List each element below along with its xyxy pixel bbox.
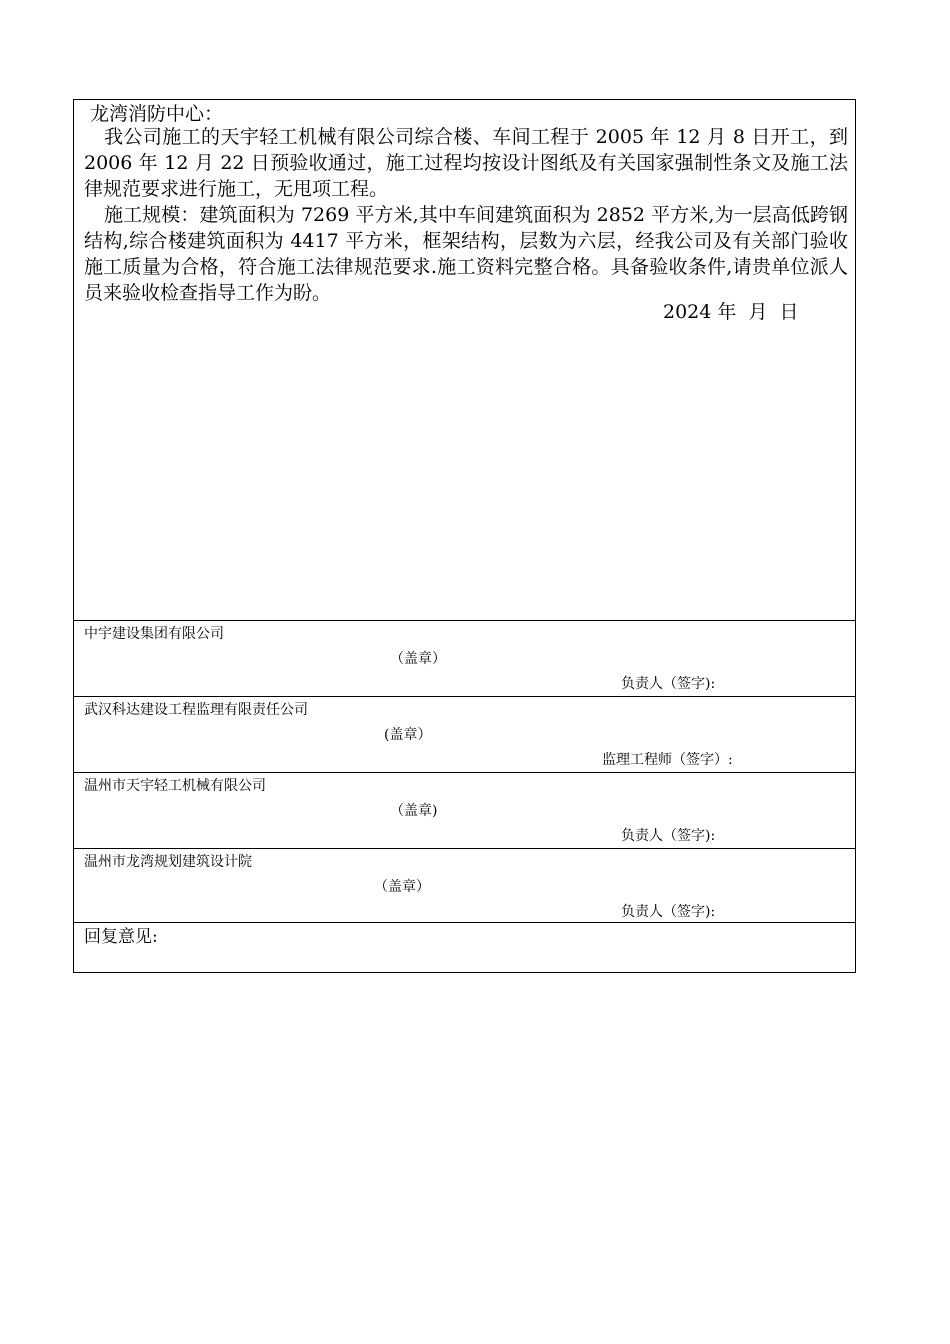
seal-label: （盖章） <box>390 651 446 667</box>
signatory-contractor <box>74 621 855 697</box>
paragraph-construction-period: 我公司施工的天宇轻工机械有限公司综合楼、车间工程于 2005 年 12 月 8 日开工，到 2006 年 12 月 22 日预验收通过，施工过程均按设计图纸及有关国家强制性条文及施工法律规范要求进行施工，无甩项工程。 <box>84 126 848 200</box>
org-name: 武汉科达建设工程监理有限责任公司 <box>84 702 308 718</box>
seal-label: （盖章) <box>390 803 438 819</box>
reply-label: 回复意见: <box>84 927 158 947</box>
reply-section <box>74 923 855 972</box>
salutation: 龙湾消防中心： <box>90 103 224 125</box>
org-name: 温州市龙湾规划建筑设计院 <box>84 854 252 870</box>
org-name: 中宇建设集团有限公司 <box>84 626 224 642</box>
signature-label: 负责人（签字): <box>621 676 716 692</box>
letter-section <box>74 100 855 621</box>
signature-label: 负责人（签字): <box>621 828 716 844</box>
org-name: 温州市天宇轻工机械有限公司 <box>84 778 266 794</box>
letter-body <box>84 124 848 306</box>
paragraph-construction-scale: 施工规模：建筑面积为 7269 平方米,其中车间建筑面积为 2852 平方米,为一层高低跨钢结构,综合楼建筑面积为 4417 平方米，框架结构，层数为六层，经我公司及有关部门验收施工质量为合格，符合施工法律规范要求.施工资料完整合格。具备验收条件,请贵单位派人员来验收检查指导工作为盼。 <box>84 204 848 304</box>
seal-label: (盖章） <box>384 727 432 743</box>
signatory-owner <box>74 773 855 849</box>
seal-label: （盖章） <box>374 879 430 895</box>
acceptance-form <box>73 99 856 973</box>
signatory-supervisor <box>74 697 855 773</box>
signature-label: 监理工程师（签字）: <box>602 752 733 768</box>
letter-date: 2024 年 月 日 <box>663 301 799 323</box>
signature-label: 负责人（签字): <box>621 904 716 920</box>
signatory-designer <box>74 849 855 923</box>
